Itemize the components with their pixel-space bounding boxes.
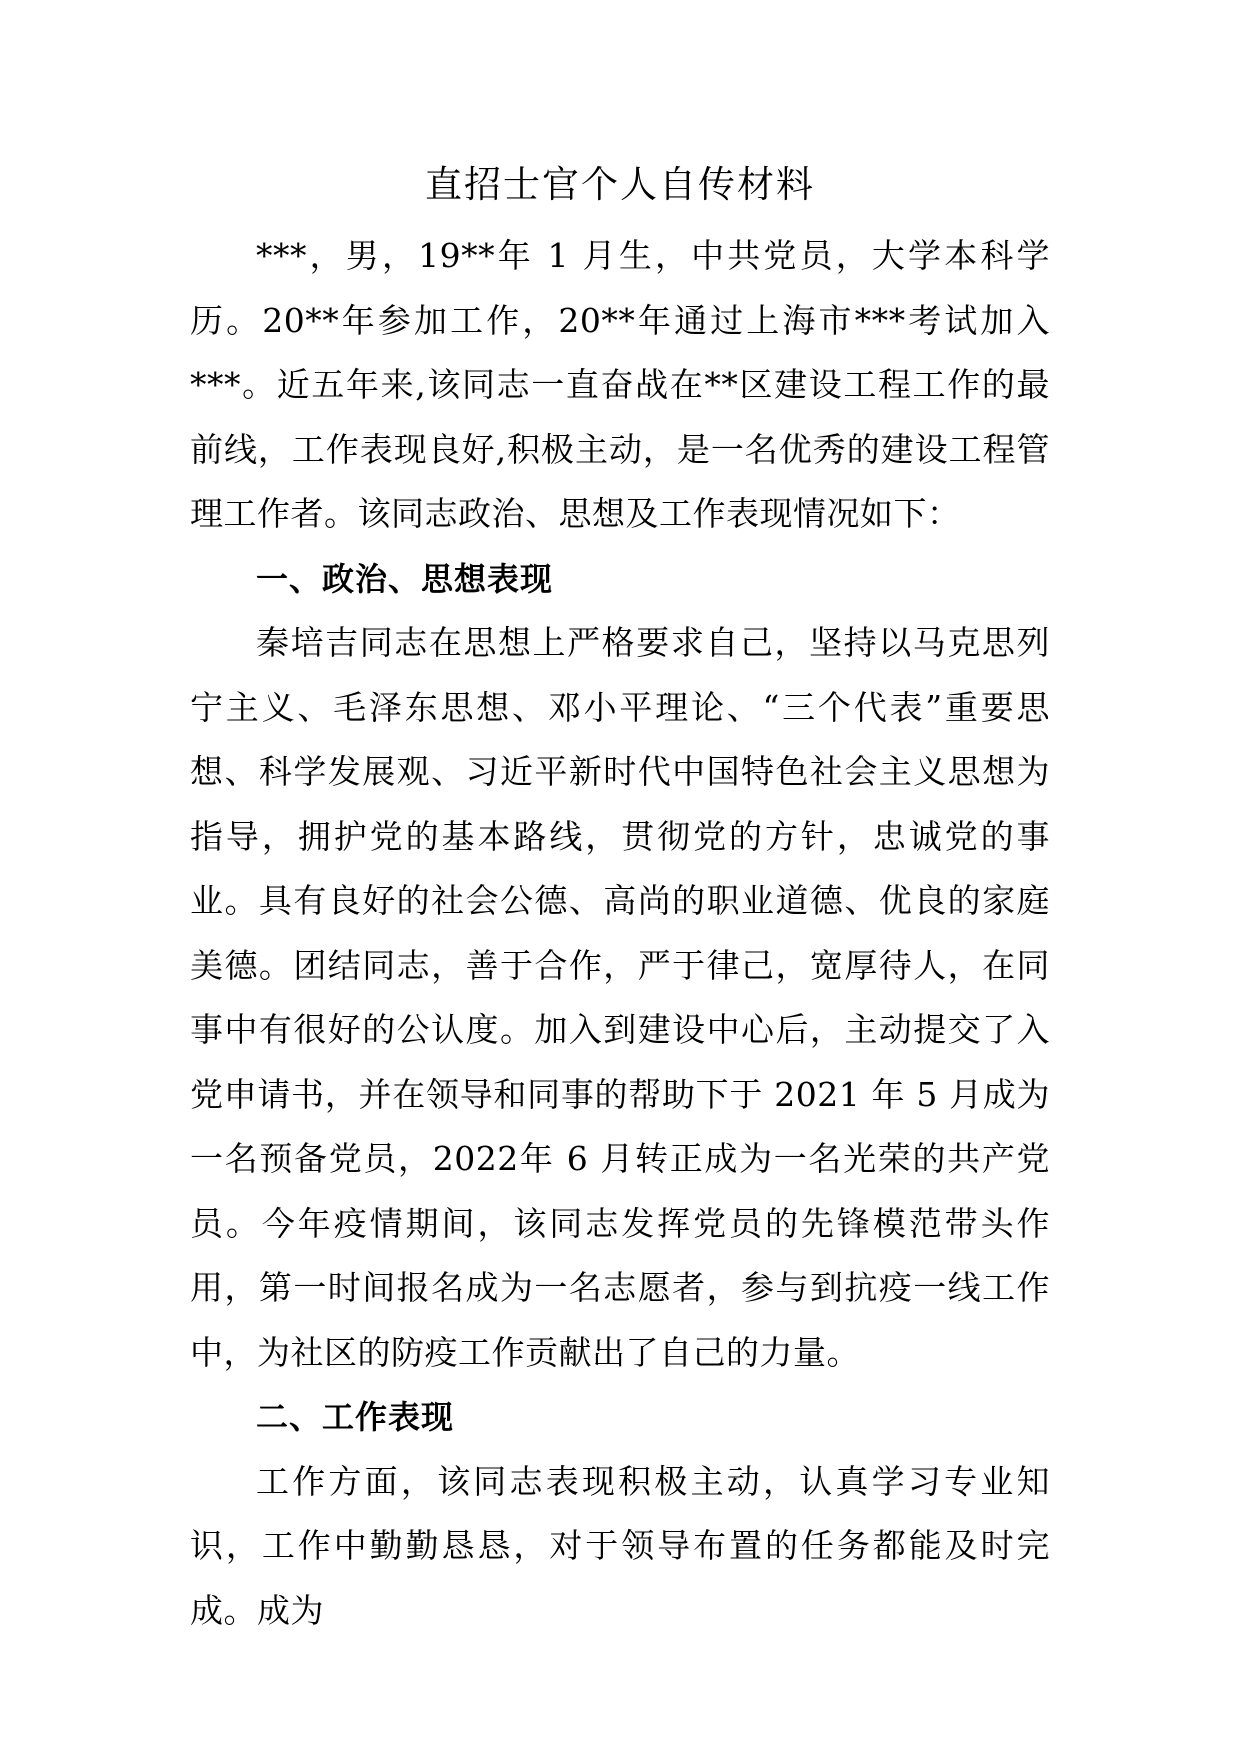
document-title: 直招士官个人自传材料 bbox=[425, 163, 815, 206]
document-page bbox=[190, 150, 1050, 1643]
intro-paragraph: ***，男，19**年 1 月生，中共党员，大学本科学历。20**年参加工作，20**年通过上海市***考试加入***。近五年来,该同志一直奋战在**区建设工程工作的最前线，工作表现良好,积极主动，是一名优秀的建设工程管理工作者。该同志政治、思想及工作表现情况如下： bbox=[190, 236, 1050, 533]
work-paragraph: 工作方面，该同志表现积极主动，认真学习专业知识，工作中勤勤恳恳，对于领导布置的任务都能及时完成。成为 bbox=[190, 1461, 1050, 1630]
political-paragraph: 秦培吉同志在思想上严格要求自己，坚持以马克思列宁主义、毛泽东思想、邓小平理论、“三个代表”重要思想、科学发展观、习近平新时代中国特色社会主义思想为指导，拥护党的基本路线，贯彻党的方针，忠诚党的事业。具有良好的社会公德、高尚的职业道德、优良的家庭美德。团结同志，善于合作，严于律己，宽厚待人，在同事中有很好的公认度。加入到建设中心后，主动提交了入党申请书，并在领导和同事的帮助下于 2021 年 5 月成为一名预备党员，2022年 6 月转正成为一名光荣的共产党员。今年疫情期间，该同志发挥党员的先锋模范带头作用，第一时间报名成为一名志愿者，参与到抗疫一线工作中，为社区的防疫工作贡献出了自己的力量。 bbox=[190, 623, 1050, 1372]
section-heading-work: 二、工作表现 bbox=[256, 1398, 455, 1436]
section-heading-political: 一、政治、思想表现 bbox=[256, 559, 554, 598]
